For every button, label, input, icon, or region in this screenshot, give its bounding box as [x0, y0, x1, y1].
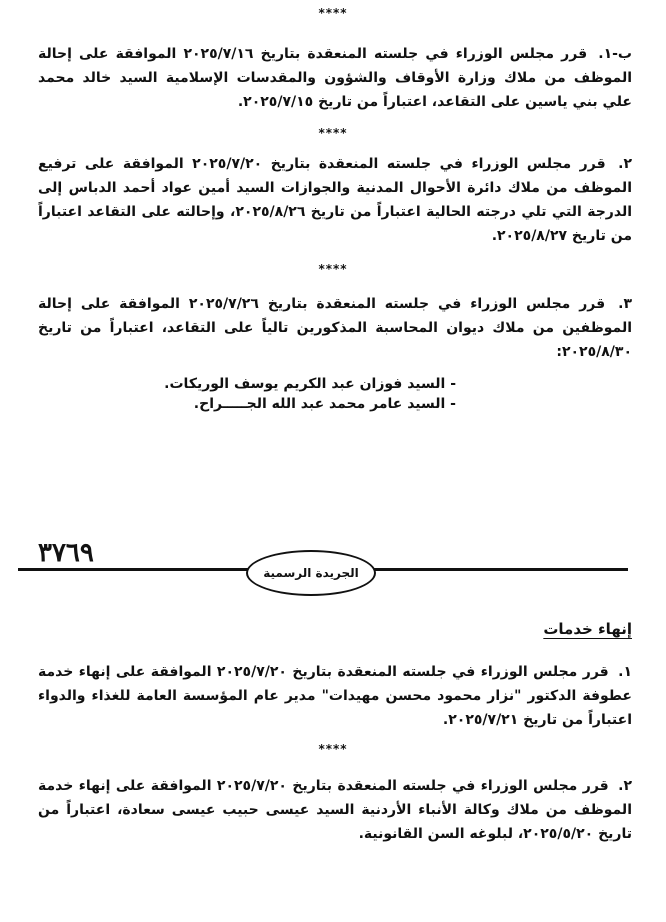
retiree-name: - السيد عامر محمد عبد الله الجـــــراح. — [193, 396, 456, 412]
gazette-seal — [246, 550, 376, 596]
termination-item-2 — [38, 774, 632, 846]
item-text: قرر مجلس الوزراء في جلسته المنعقدة بتاريخ ٢٠٢٥/٧/٢٠ الموافقة على ترفيع الموظف من ملاك دائرة الأحوال المدنية والجوازات السيد أمين عواد أحمد الدباس إلى الدرجة التي تلي درجته الحالية اعتباراً من تاريخ ٢٠٢٥/٨/٢٦، وإحالته على التقاعد اعتباراً من تاريخ ٢٠٢٥/٨/٢٧. — [38, 156, 632, 244]
retirement-item-1 — [38, 42, 632, 114]
separator: **** — [318, 6, 348, 20]
page-number: ٣٧٦٩ — [38, 538, 94, 568]
termination-item-1 — [38, 660, 632, 732]
item-text: قرر مجلس الوزراء في جلسته المنعقدة بتاريخ ٢٠٢٥/٧/٢٠ الموافقة على إنهاء خدمة الموظف من ملاك وكالة الأنباء الأردنية السيد عيسى حبيب عيسى سعادة، اعتباراً من تاريخ ٢٠٢٥/٥/٢٠، لبلوغه السن القانونية. — [38, 778, 632, 842]
item-number: ١. — [618, 664, 632, 680]
separator: **** — [318, 742, 348, 756]
section-title: إنهاء خدمات — [543, 620, 632, 638]
retirement-item-3 — [38, 292, 632, 364]
item-text: قرر مجلس الوزراء في جلسته المنعقدة بتاريخ ٢٠٢٥/٧/٢٠ الموافقة على إنهاء خدمة عطوفة الدكتور "نزار محمود محسن مهيدات" مدير عام المؤسسة العامة للغذاء والدواء اعتباراً من تاريخ ٢٠٢٥/٧/٢١. — [38, 664, 632, 728]
item-number: ب-١. — [598, 46, 632, 62]
item-number: ٣. — [618, 296, 632, 312]
item-text: قرر مجلس الوزراء في جلسته المنعقدة بتاريخ ٢٠٢٥/٧/١٦ الموافقة على إحالة الموظف من ملاك وزارة الأوقاف والشؤون والمقدسات الإسلامية السيد خالد محمد علي بني ياسين على التقاعد، اعتباراً من تاريخ ٢٠٢٥/٧/١٥. — [38, 46, 632, 110]
separator: **** — [318, 262, 348, 276]
item-text: قرر مجلس الوزراء في جلسته المنعقدة بتاريخ ٢٠٢٥/٧/٢٦ الموافقة على إحالة الموظفين من ملاك ديوان المحاسبة المذكورين تالياً على التقاعد، اعتباراً من تاريخ ٢٠٢٥/٨/٣٠: — [38, 296, 632, 360]
item-number: ٢. — [618, 778, 632, 794]
item-number: ٢. — [618, 156, 633, 172]
retiree-name: - السيد فوزان عبد الكريم يوسف الوريكات. — [164, 376, 456, 392]
separator: **** — [318, 126, 348, 140]
gazette-seal-text: الجريدة الرسمية — [263, 566, 359, 580]
retiree-names-list — [164, 374, 456, 414]
retirement-item-2 — [38, 152, 632, 248]
